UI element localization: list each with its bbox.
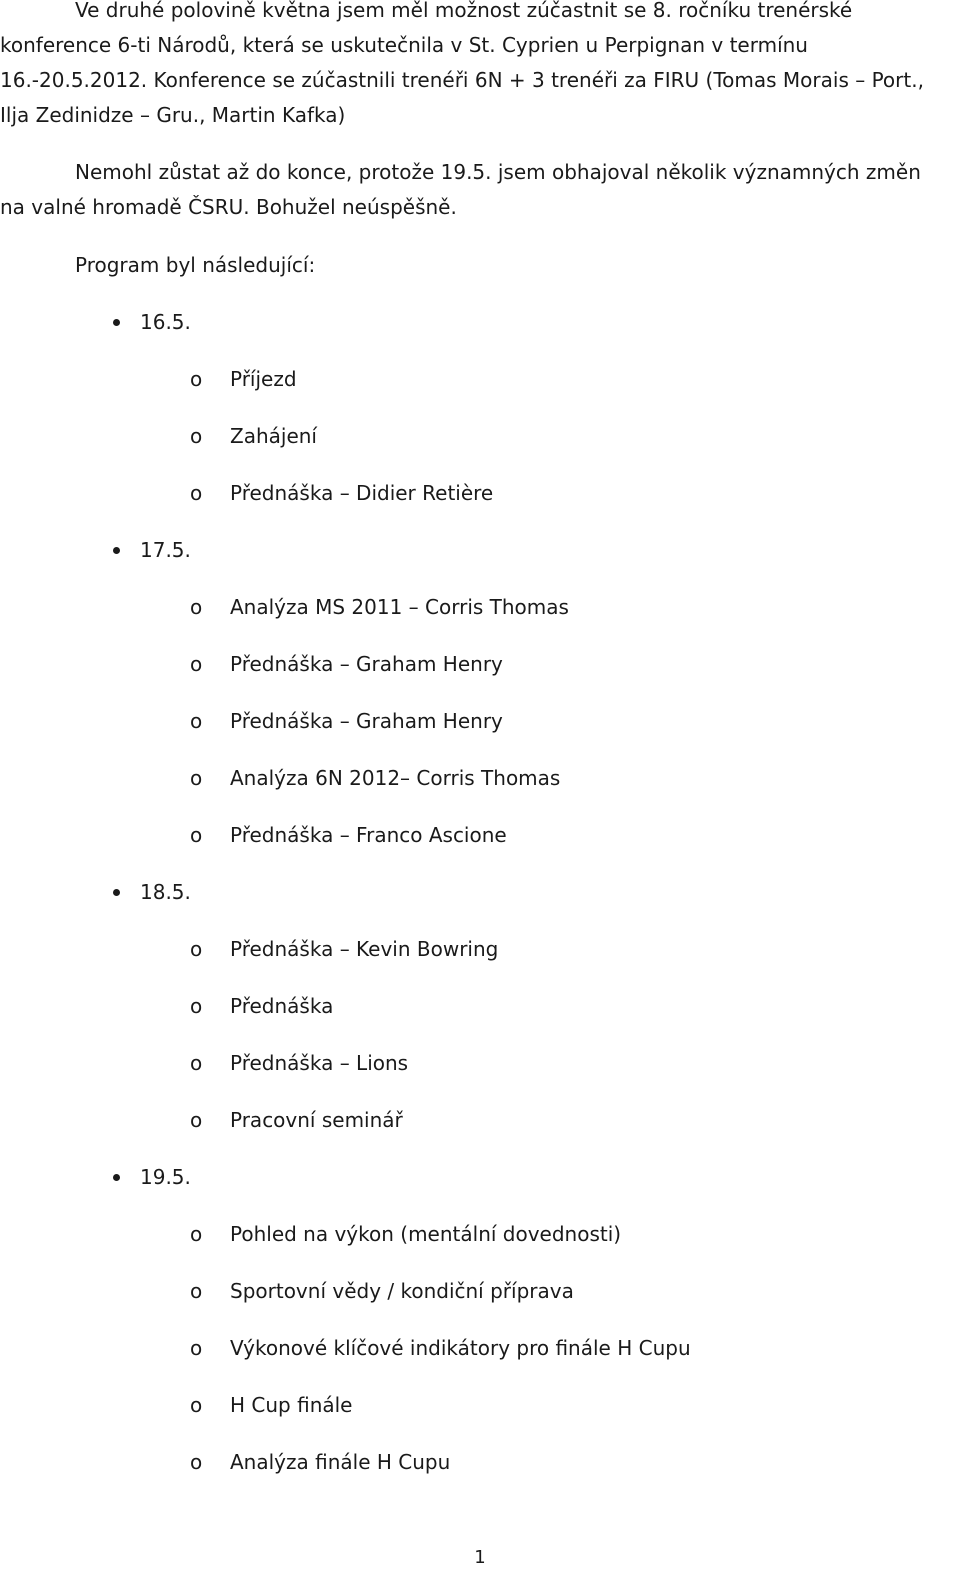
program-item-text: Analýza finále H Cupu bbox=[230, 1450, 451, 1474]
program-item-text: Sportovní vědy / kondiční příprava bbox=[230, 1279, 574, 1303]
page-number: 1 bbox=[474, 1547, 486, 1568]
program-item-text: H Cup finále bbox=[230, 1393, 353, 1417]
circle-bullet-icon: o bbox=[190, 424, 203, 448]
circle-bullet-icon: o bbox=[190, 994, 203, 1018]
circle-bullet-icon: o bbox=[190, 1051, 203, 1075]
program-item bbox=[190, 1220, 622, 1248]
program-item-text: Pohled na výkon (mentální dovednosti) bbox=[230, 1222, 622, 1246]
bullet-icon bbox=[113, 547, 120, 554]
program-item bbox=[190, 821, 507, 849]
program-item-text: Přednáška – Graham Henry bbox=[230, 709, 503, 733]
circle-bullet-icon: o bbox=[190, 1222, 203, 1246]
circle-bullet-icon: o bbox=[190, 367, 203, 391]
circle-bullet-icon: o bbox=[190, 709, 203, 733]
bullet-icon bbox=[113, 889, 120, 896]
intro-paragraph-2: Nemohl zůstat až do konce, protože 19.5. jsem obhajoval několik významných změn na valné hromadě ČSRU. Bohužel neúspěšně. bbox=[0, 160, 921, 219]
circle-bullet-icon: o bbox=[190, 652, 203, 676]
program-item bbox=[190, 1334, 691, 1362]
program-item bbox=[190, 935, 499, 963]
program-item-text: Analýza MS 2011 – Corris Thomas bbox=[230, 595, 569, 619]
program-item bbox=[190, 764, 561, 792]
bullet-icon bbox=[113, 1174, 120, 1181]
program-heading: Program byl následující: bbox=[75, 253, 316, 277]
program-day bbox=[140, 1163, 191, 1191]
program-item-text: Zahájení bbox=[230, 424, 317, 448]
program-item bbox=[190, 422, 317, 450]
program-item bbox=[190, 1106, 403, 1134]
program-item bbox=[190, 1391, 353, 1419]
program-item bbox=[190, 1277, 574, 1305]
circle-bullet-icon: o bbox=[190, 1279, 203, 1303]
circle-bullet-icon: o bbox=[190, 595, 203, 619]
program-day-date: 19.5. bbox=[140, 1165, 191, 1189]
program-item-text: Výkonové klíčové indikátory pro finále H Cupu bbox=[230, 1336, 691, 1360]
intro-paragraph-1: Ve druhé polovině května jsem měl možnost zúčastnit se 8. ročníku trenérské konference 6-ti Národů, která se uskutečnila v St. Cyprien u Perpignan v termínu 16.-20.5.2012. Konference se zúčastnili trenéři 6N + 3 trenéři za FIRU (Tomas Morais – Port., Ilja Zedinidze – Gru., Martin Kafka) bbox=[0, 0, 924, 127]
circle-bullet-icon: o bbox=[190, 1393, 203, 1417]
circle-bullet-icon: o bbox=[190, 937, 203, 961]
circle-bullet-icon: o bbox=[190, 1108, 203, 1132]
circle-bullet-icon: o bbox=[190, 766, 203, 790]
program-item-text: Přednáška – Graham Henry bbox=[230, 652, 503, 676]
program-item bbox=[190, 650, 503, 678]
program-item-text: Příjezd bbox=[230, 367, 297, 391]
program-item-text: Analýza 6N 2012– Corris Thomas bbox=[230, 766, 561, 790]
program-day-date: 16.5. bbox=[140, 310, 191, 334]
program-item bbox=[190, 1448, 451, 1476]
circle-bullet-icon: o bbox=[190, 1336, 203, 1360]
program-day bbox=[140, 308, 191, 336]
program-item bbox=[190, 479, 494, 507]
program-day-date: 18.5. bbox=[140, 880, 191, 904]
program-item-text: Přednáška – Lions bbox=[230, 1051, 409, 1075]
program-item bbox=[190, 992, 334, 1020]
circle-bullet-icon: o bbox=[190, 481, 203, 505]
program-item-text: Přednáška – Kevin Bowring bbox=[230, 937, 499, 961]
program-item-text: Přednáška – Franco Ascione bbox=[230, 823, 507, 847]
program-day bbox=[140, 878, 191, 906]
program-item-text: Přednáška – Didier Retière bbox=[230, 481, 494, 505]
program-item bbox=[190, 707, 503, 735]
program-item-text: Přednáška bbox=[230, 994, 334, 1018]
program-item bbox=[190, 1049, 409, 1077]
circle-bullet-icon: o bbox=[190, 1450, 203, 1474]
program-day bbox=[140, 536, 191, 564]
bullet-icon bbox=[113, 319, 120, 326]
circle-bullet-icon: o bbox=[190, 823, 203, 847]
program-item bbox=[190, 365, 297, 393]
program-item bbox=[190, 593, 569, 621]
program-item-text: Pracovní seminář bbox=[230, 1108, 403, 1132]
program-day-date: 17.5. bbox=[140, 538, 191, 562]
